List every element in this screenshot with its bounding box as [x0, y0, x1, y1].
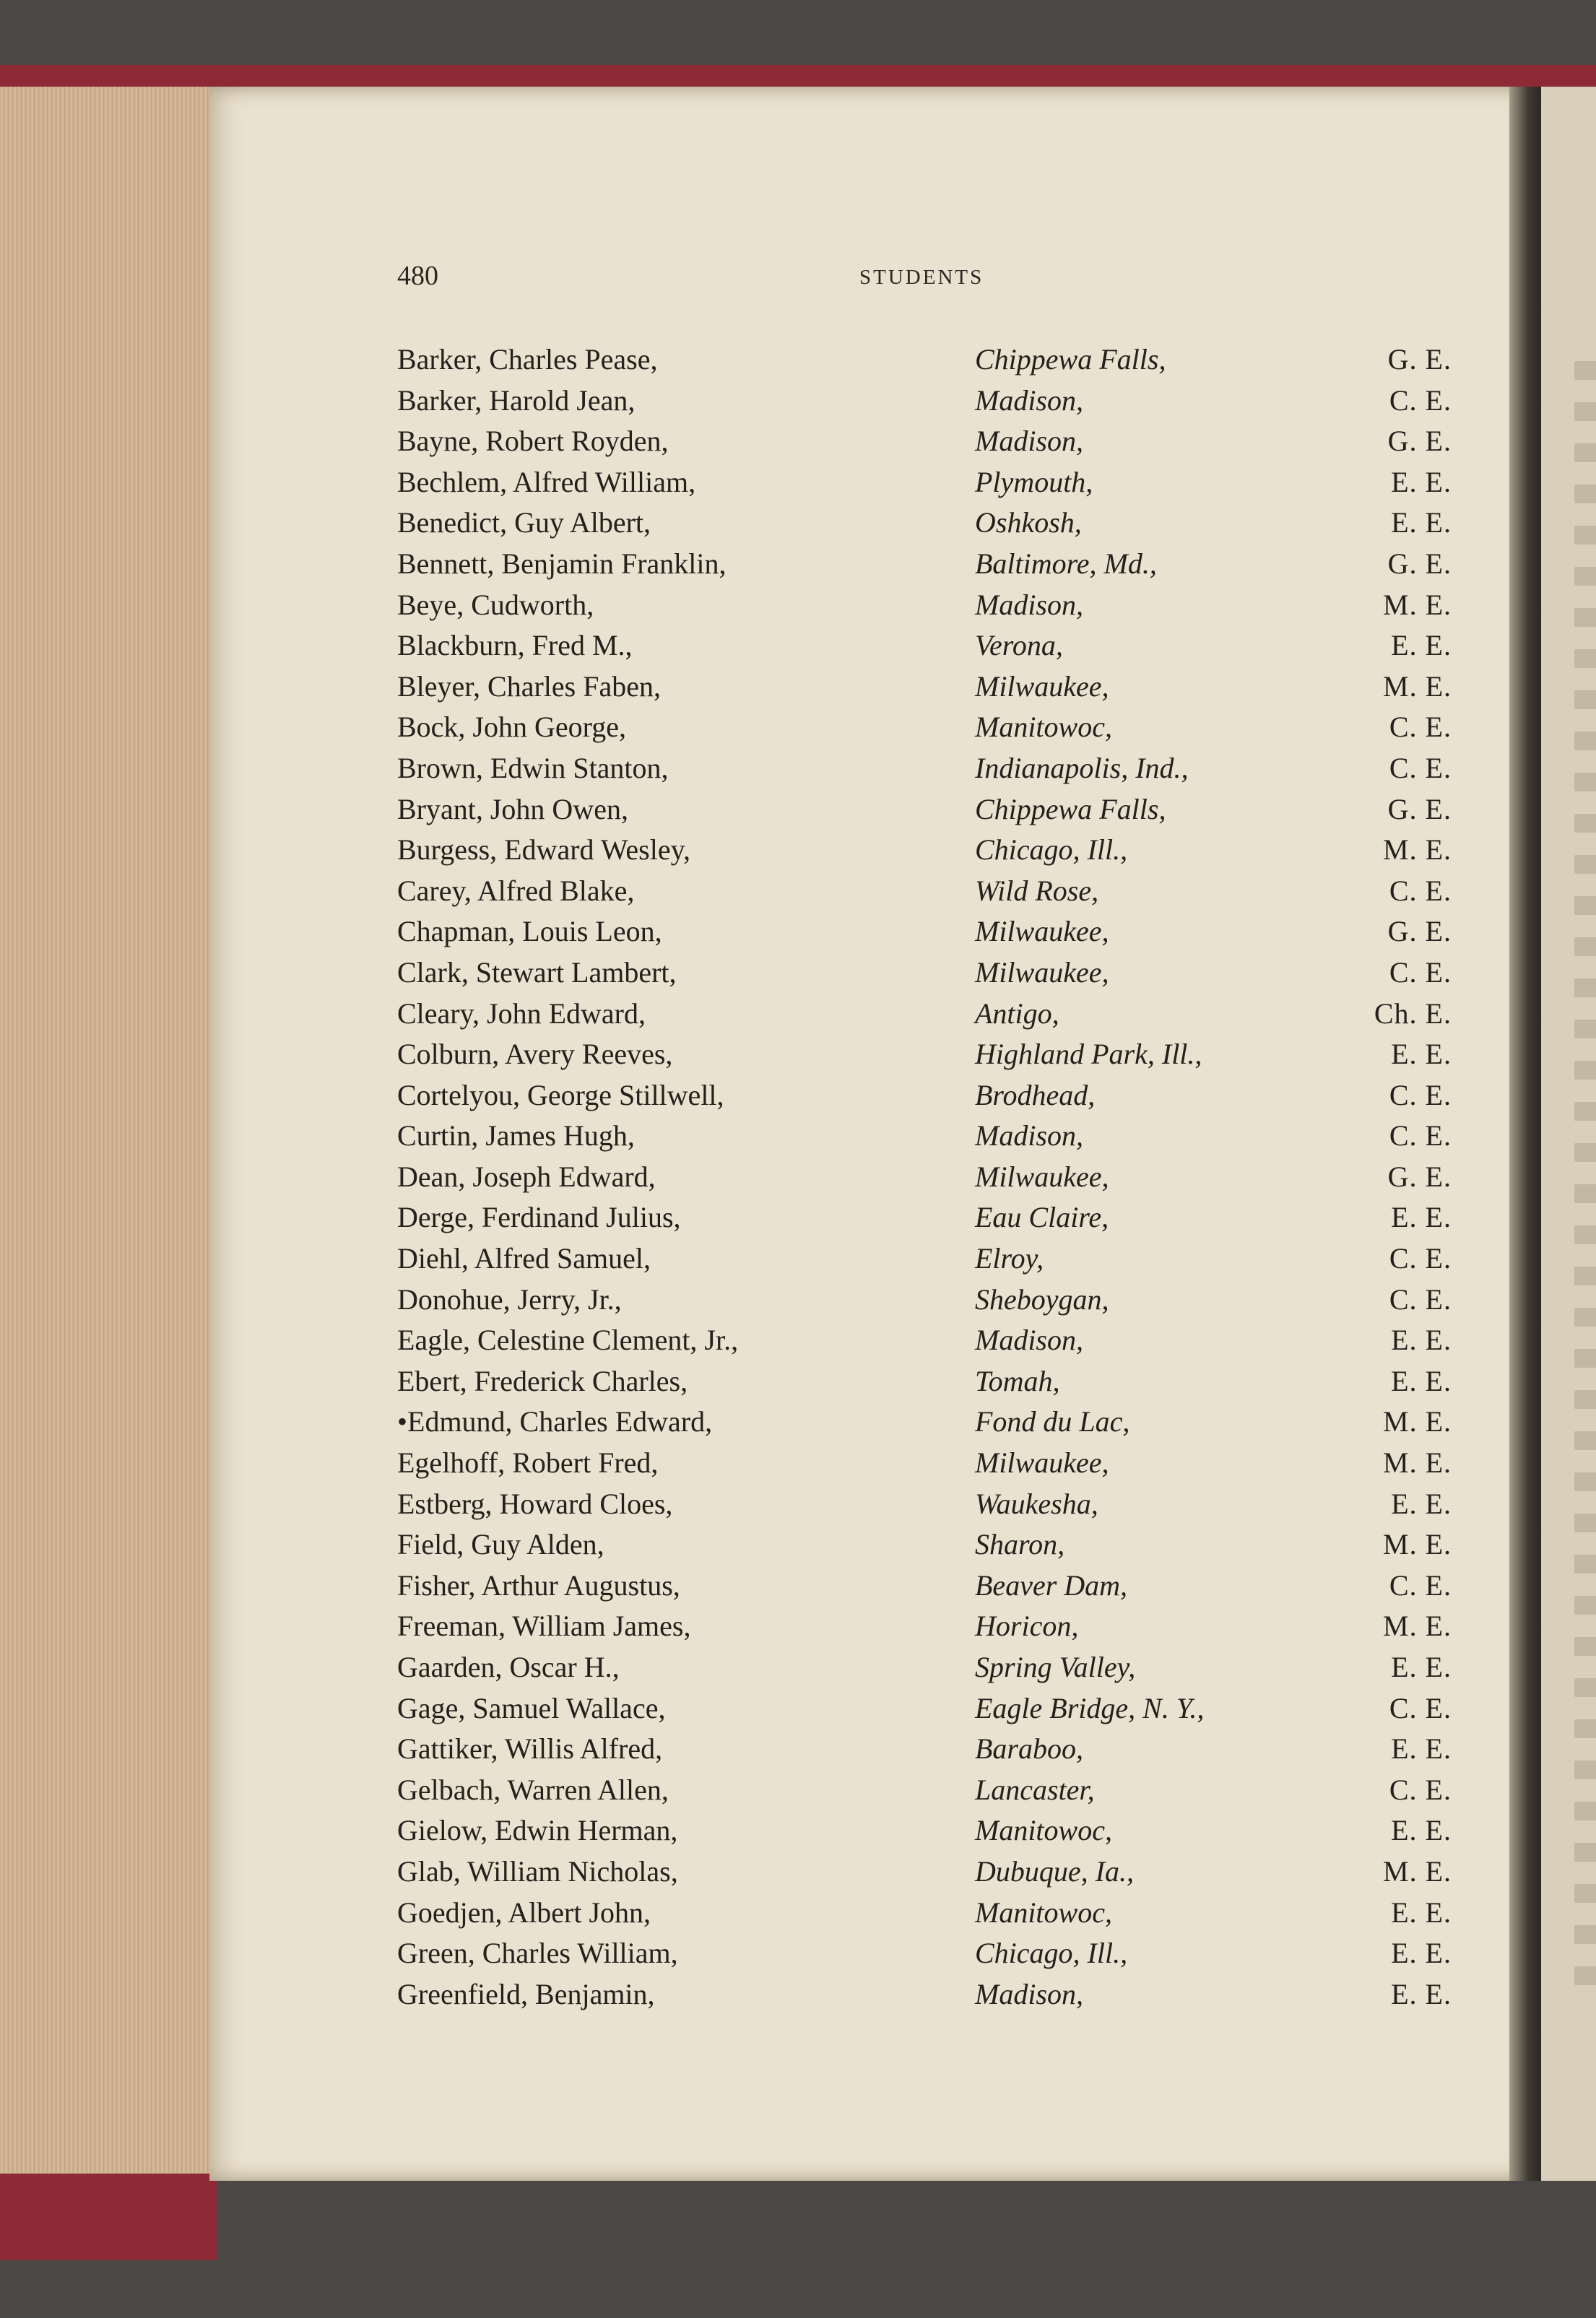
facing-page-text-fragment	[1574, 1061, 1596, 1080]
student-course: E. E.	[1391, 1487, 1452, 1520]
student-name: Dean, Joseph Edward,	[397, 1160, 656, 1193]
student-name: Fisher, Arthur Augustus,	[397, 1568, 680, 1602]
student-name: Gage, Samuel Wallace,	[397, 1691, 666, 1724]
facing-page-text-fragment	[1574, 1308, 1596, 1327]
page-number: 480	[397, 261, 438, 291]
student-row	[397, 462, 1466, 503]
student-name: Beye, Cudworth,	[397, 588, 594, 621]
student-name: Goedjen, Albert John,	[397, 1896, 651, 1929]
facing-page-text-fragment	[1574, 402, 1596, 421]
facing-page-text-fragment	[1574, 526, 1596, 544]
facing-page-text-fragment	[1574, 361, 1596, 380]
student-row	[397, 585, 1466, 626]
student-name: Bayne, Robert Royden,	[397, 425, 669, 458]
student-row	[397, 952, 1466, 994]
student-course: M. E.	[1383, 1528, 1452, 1561]
student-name: Bock, John George,	[397, 711, 626, 744]
student-hometown: Dubuque, Ia.,	[975, 1854, 1134, 1888]
student-course: M. E.	[1383, 588, 1452, 621]
facing-page-text-fragment	[1574, 1843, 1596, 1862]
student-name: Brown, Edwin Stanton,	[397, 751, 669, 784]
facing-page-text-fragment	[1574, 896, 1596, 915]
student-hometown: Horicon,	[975, 1610, 1079, 1643]
facing-page-text-fragment	[1574, 1267, 1596, 1285]
student-row	[397, 381, 1466, 422]
student-hometown: Fond du Lac,	[975, 1405, 1130, 1438]
student-hometown: Manitowoc,	[975, 711, 1112, 744]
student-name: Colburn, Avery Reeves,	[397, 1038, 673, 1071]
student-hometown: Lancaster,	[975, 1773, 1095, 1806]
student-row	[397, 1280, 1466, 1321]
student-course: C. E.	[1389, 1242, 1452, 1275]
facing-page-text-fragment	[1574, 1637, 1596, 1656]
student-row	[397, 1075, 1466, 1116]
facing-page-text-fragment	[1574, 773, 1596, 791]
student-name: Blackburn, Fred M.,	[397, 629, 633, 662]
student-course: E. E.	[1391, 465, 1452, 498]
student-name: Barker, Harold Jean,	[397, 383, 636, 417]
student-course: E. E.	[1391, 1896, 1452, 1929]
student-course: E. E.	[1391, 1324, 1452, 1357]
student-hometown: Indianapolis, Ind.,	[975, 751, 1189, 784]
student-name: Green, Charles William,	[397, 1937, 678, 1970]
student-hometown: Oshkosh,	[975, 506, 1082, 539]
student-hometown: Waukesha,	[975, 1487, 1098, 1520]
student-name: Donohue, Jerry, Jr.,	[397, 1282, 622, 1316]
facing-page-text-fragment	[1574, 1102, 1596, 1121]
student-course: C. E.	[1389, 1119, 1452, 1153]
student-name: Egelhoff, Robert Fred,	[397, 1446, 659, 1480]
student-roster	[397, 339, 1466, 2015]
facing-page-text-fragment	[1574, 1184, 1596, 1203]
student-hometown: Madison,	[975, 1119, 1083, 1153]
student-row	[397, 1810, 1466, 1852]
student-course: C. E.	[1389, 1691, 1452, 1724]
facing-page-text-fragment	[1574, 608, 1596, 627]
student-name: Derge, Ferdinand Julius,	[397, 1201, 681, 1234]
facing-page-text-fragment	[1574, 1472, 1596, 1491]
student-name: Barker, Charles Pease,	[397, 343, 658, 376]
student-row	[397, 748, 1466, 789]
student-hometown: Brodhead,	[975, 1078, 1096, 1111]
student-name: Clark, Stewart Lambert,	[397, 955, 677, 989]
student-name: Estberg, Howard Cloes,	[397, 1487, 673, 1520]
student-name: Cortelyou, George Stillwell,	[397, 1078, 724, 1111]
facing-page-text-fragment	[1574, 1225, 1596, 1244]
student-hometown: Milwaukee,	[975, 1160, 1109, 1193]
student-hometown: Baltimore, Md.,	[975, 547, 1157, 580]
student-hometown: Milwaukee,	[975, 955, 1109, 989]
student-row	[397, 339, 1466, 381]
student-row	[397, 1770, 1466, 1811]
student-row	[397, 1606, 1466, 1647]
facing-page-text-fragment	[1574, 1431, 1596, 1450]
student-row	[397, 1729, 1466, 1770]
facing-page-text-fragment	[1574, 1596, 1596, 1615]
student-hometown: Madison,	[975, 1977, 1083, 2010]
student-row	[397, 830, 1466, 871]
student-course: E. E.	[1391, 1937, 1452, 1970]
student-hometown: Madison,	[975, 425, 1083, 458]
student-hometown: Beaver Dam,	[975, 1568, 1128, 1602]
facing-page-text-fragment	[1574, 1143, 1596, 1162]
student-course: Ch. E.	[1374, 997, 1452, 1030]
student-hometown: Sheboygan,	[975, 1282, 1109, 1316]
student-course: G. E.	[1387, 547, 1452, 580]
student-course: C. E.	[1389, 1773, 1452, 1806]
student-hometown: Sharon,	[975, 1528, 1065, 1561]
facing-page-text-fragment	[1574, 690, 1596, 709]
student-row	[397, 1647, 1466, 1688]
student-row	[397, 911, 1466, 952]
student-row	[397, 1402, 1466, 1443]
facing-page-text-fragment	[1574, 443, 1596, 462]
student-hometown: Elroy,	[975, 1242, 1044, 1275]
student-course: C. E.	[1389, 711, 1452, 744]
student-course: E. E.	[1391, 1651, 1452, 1683]
student-row	[397, 1893, 1466, 1934]
student-name: Bryant, John Owen,	[397, 792, 628, 825]
student-name: Burgess, Edward Wesley,	[397, 833, 690, 867]
student-hometown: Milwaukee,	[975, 915, 1109, 948]
student-hometown: Highland Park, Ill.,	[975, 1038, 1202, 1071]
student-name: Benedict, Guy Albert,	[397, 506, 651, 539]
student-course: M. E.	[1383, 669, 1452, 703]
facing-page-edge	[1541, 87, 1596, 2181]
student-course: E. E.	[1391, 1201, 1452, 1234]
student-row	[397, 1566, 1466, 1607]
facing-page-text-fragment	[1574, 732, 1596, 750]
running-head: STUDENTS	[859, 266, 984, 289]
student-hometown: Eagle Bridge, N. Y.,	[975, 1691, 1205, 1724]
student-name: Bechlem, Alfred William,	[397, 465, 696, 498]
student-row	[397, 1197, 1466, 1238]
student-name: Eagle, Celestine Clement, Jr.,	[397, 1324, 739, 1357]
student-hometown: Chicago, Ill.,	[975, 833, 1128, 867]
facing-page-text-fragment	[1574, 1925, 1596, 1944]
student-hometown: Plymouth,	[975, 465, 1093, 498]
student-row	[397, 1688, 1466, 1729]
student-course: E. E.	[1391, 1364, 1452, 1397]
facing-page-text-fragment	[1574, 1719, 1596, 1738]
student-course: G. E.	[1387, 792, 1452, 825]
student-name: Cleary, John Edward,	[397, 997, 646, 1030]
student-course: C. E.	[1389, 383, 1452, 417]
student-name: Ebert, Frederick Charles,	[397, 1364, 688, 1397]
page-edges	[0, 87, 211, 2217]
student-hometown: Madison,	[975, 1324, 1083, 1357]
book-gutter	[1509, 87, 1541, 2181]
student-row	[397, 625, 1466, 667]
student-hometown: Wild Rose,	[975, 874, 1099, 907]
student-row	[397, 1484, 1466, 1525]
student-name: Diehl, Alfred Samuel,	[397, 1242, 651, 1275]
facing-page-text-fragment	[1574, 1390, 1596, 1409]
student-name: Bleyer, Charles Faben,	[397, 669, 661, 703]
student-row	[397, 1157, 1466, 1198]
student-name: Curtin, James Hugh,	[397, 1119, 635, 1153]
facing-page-text-fragment	[1574, 937, 1596, 956]
student-hometown: Manitowoc,	[975, 1814, 1112, 1847]
student-hometown: Madison,	[975, 588, 1083, 621]
facing-page-text-fragment	[1574, 1678, 1596, 1697]
student-name: Freeman, William James,	[397, 1610, 691, 1643]
student-course: M. E.	[1383, 833, 1452, 867]
student-name: Gaarden, Oscar H.,	[397, 1651, 620, 1683]
student-hometown: Milwaukee,	[975, 1446, 1109, 1480]
student-name: Gielow, Edwin Herman,	[397, 1814, 678, 1847]
facing-page-text-fragment	[1574, 1514, 1596, 1532]
student-row	[397, 1238, 1466, 1280]
student-course: M. E.	[1383, 1854, 1452, 1888]
student-course: G. E.	[1387, 1160, 1452, 1193]
student-course: E. E.	[1391, 506, 1452, 539]
student-course: G. E.	[1387, 425, 1452, 458]
facing-page-text-fragment	[1574, 1349, 1596, 1368]
student-row	[397, 1034, 1466, 1075]
student-row	[397, 667, 1466, 708]
facing-page-text-fragment	[1574, 1555, 1596, 1573]
student-name: Carey, Alfred Blake,	[397, 874, 635, 907]
student-name: Bennett, Benjamin Franklin,	[397, 547, 727, 580]
facing-page-text-fragment	[1574, 1966, 1596, 1985]
student-course: C. E.	[1389, 751, 1452, 784]
student-row	[397, 707, 1466, 748]
page-header	[397, 260, 1466, 303]
student-course: M. E.	[1383, 1446, 1452, 1480]
student-course: G. E.	[1387, 915, 1452, 948]
student-name: Gattiker, Willis Alfred,	[397, 1732, 663, 1766]
student-name: •Edmund, Charles Edward,	[397, 1405, 713, 1438]
facing-page-text-fragment	[1574, 1884, 1596, 1903]
facing-page-text-fragment	[1574, 855, 1596, 874]
student-row	[397, 994, 1466, 1035]
student-row	[397, 1852, 1466, 1893]
student-hometown: Spring Valley,	[975, 1651, 1136, 1683]
student-course: E. E.	[1391, 629, 1452, 662]
student-name: Glab, William Nicholas,	[397, 1854, 678, 1888]
student-course: C. E.	[1389, 874, 1452, 907]
facing-page-text-fragment	[1574, 814, 1596, 833]
student-name: Gelbach, Warren Allen,	[397, 1773, 669, 1806]
facing-page-text-fragment	[1574, 978, 1596, 997]
student-hometown: Eau Claire,	[975, 1201, 1109, 1234]
facing-page-text-fragment	[1574, 567, 1596, 586]
book-cover-corner	[0, 2174, 217, 2260]
student-course: E. E.	[1391, 1732, 1452, 1766]
student-hometown: Chippewa Falls,	[975, 343, 1166, 376]
student-hometown: Baraboo,	[975, 1732, 1083, 1766]
facing-page-text-fragment	[1574, 1761, 1596, 1779]
student-row	[397, 1933, 1466, 1974]
student-course: C. E.	[1389, 1282, 1452, 1316]
student-course: G. E.	[1387, 343, 1452, 376]
student-course: C. E.	[1389, 955, 1452, 989]
student-hometown: Verona,	[975, 629, 1063, 662]
student-row	[397, 1320, 1466, 1361]
facing-page-text-fragment	[1574, 1802, 1596, 1820]
student-row	[397, 544, 1466, 585]
student-course: C. E.	[1389, 1078, 1452, 1111]
student-row	[397, 503, 1466, 544]
student-row	[397, 421, 1466, 462]
student-row	[397, 1443, 1466, 1484]
student-name: Field, Guy Alden,	[397, 1528, 604, 1561]
student-name: Chapman, Louis Leon,	[397, 915, 662, 948]
student-hometown: Milwaukee,	[975, 669, 1109, 703]
student-row	[397, 1116, 1466, 1157]
facing-page-text-fragment	[1574, 649, 1596, 668]
student-course: M. E.	[1383, 1405, 1452, 1438]
student-row	[397, 789, 1466, 830]
student-course: E. E.	[1391, 1814, 1452, 1847]
student-name: Greenfield, Benjamin,	[397, 1977, 655, 2010]
facing-page-text-fragment	[1574, 485, 1596, 503]
student-hometown: Madison,	[975, 383, 1083, 417]
student-hometown: Chippewa Falls,	[975, 792, 1166, 825]
student-course: M. E.	[1383, 1610, 1452, 1643]
student-row	[397, 871, 1466, 912]
student-hometown: Antigo,	[975, 997, 1059, 1030]
student-course: E. E.	[1391, 1038, 1452, 1071]
student-hometown: Tomah,	[975, 1364, 1060, 1397]
student-row	[397, 1524, 1466, 1566]
student-row	[397, 1974, 1466, 2015]
student-row	[397, 1361, 1466, 1402]
student-course: C. E.	[1389, 1568, 1452, 1602]
student-hometown: Manitowoc,	[975, 1896, 1112, 1929]
student-course: E. E.	[1391, 1977, 1452, 2010]
student-hometown: Chicago, Ill.,	[975, 1937, 1128, 1970]
facing-page-text-fragment	[1574, 1020, 1596, 1038]
